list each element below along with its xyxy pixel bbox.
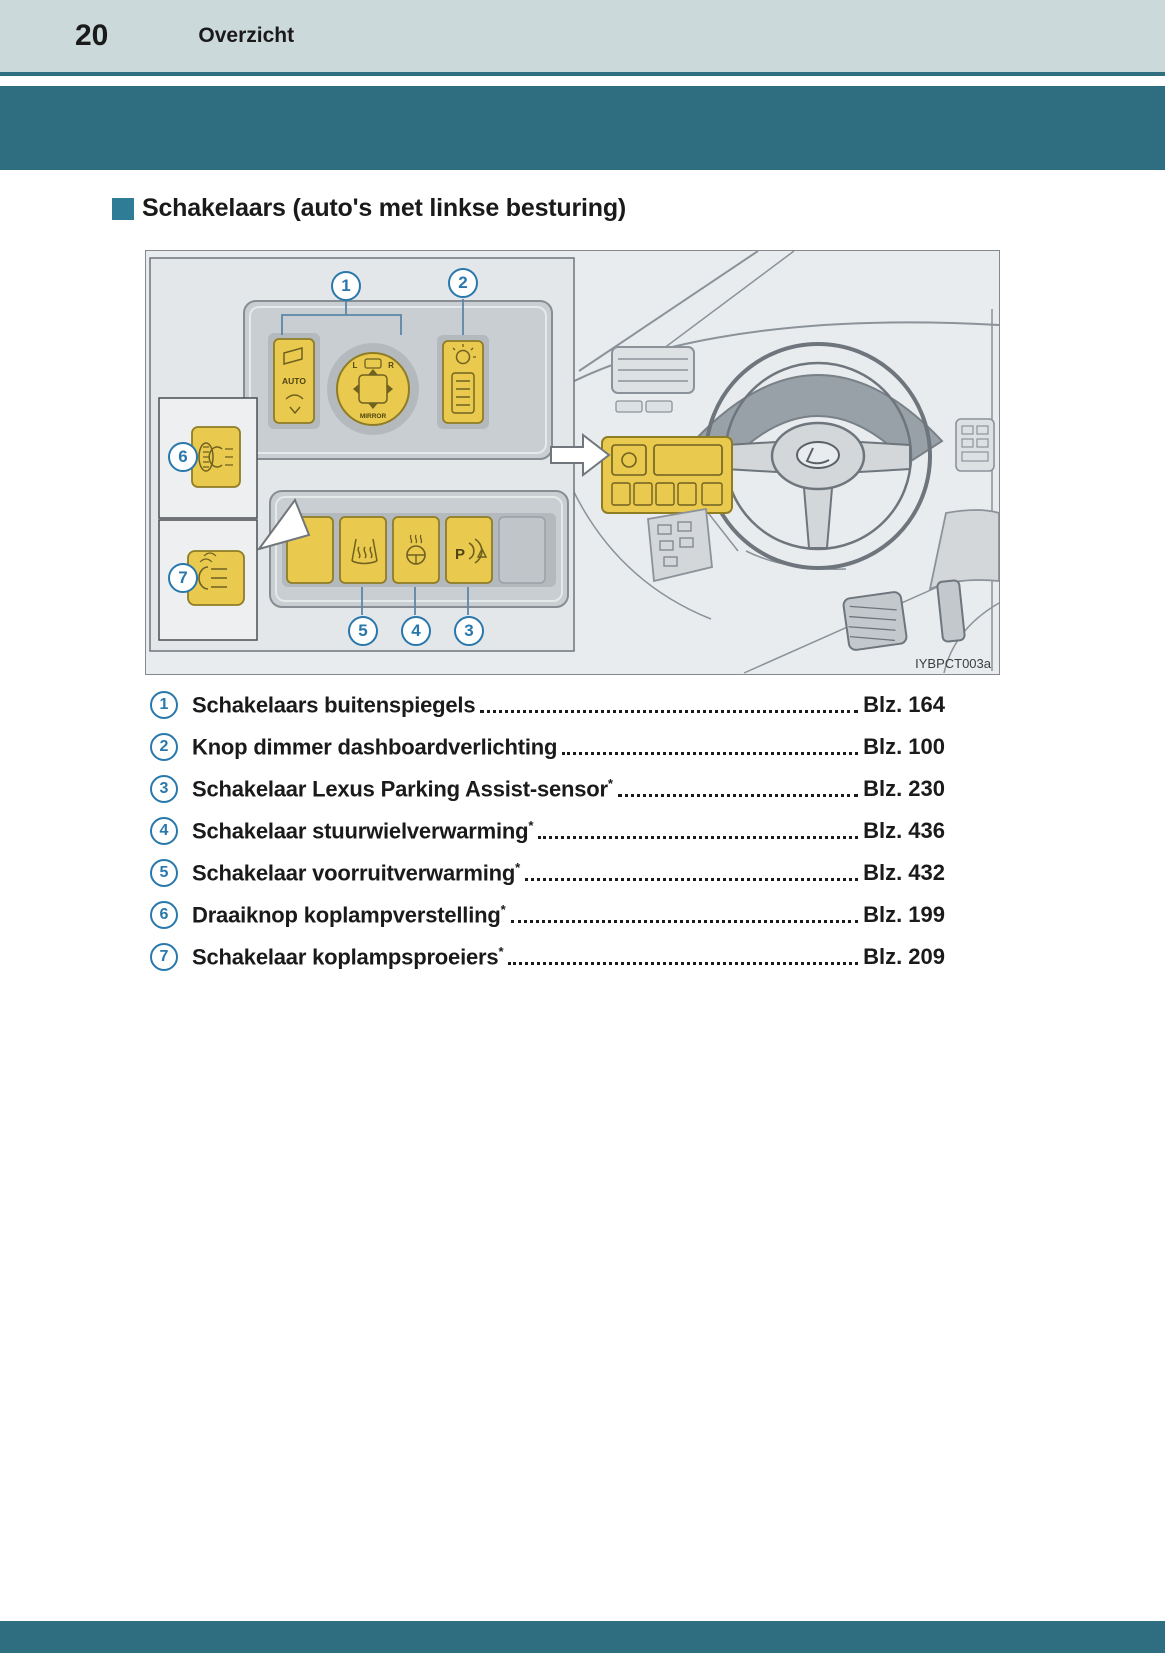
legend-row-6	[150, 900, 945, 930]
callout-number: 7	[150, 943, 178, 971]
door-panel	[930, 419, 999, 589]
legend-label: Schakelaar Lexus Parking Assist-sensor*	[192, 775, 613, 802]
callout-2: 2	[448, 268, 478, 298]
legend-row-4	[150, 816, 945, 846]
switch-location-panel	[602, 437, 732, 513]
legend-label: Schakelaar stuurwielverwarming*	[192, 817, 534, 844]
legend-row-7	[150, 942, 945, 972]
steering-heat-switch	[393, 517, 439, 583]
callout-number: 4	[150, 817, 178, 845]
mirror-adjust-knob	[337, 353, 409, 425]
window-switch-cluster	[648, 509, 712, 581]
header-rule	[0, 72, 1165, 76]
legend-list	[150, 690, 945, 984]
right-label: R	[388, 361, 394, 370]
legend-label: Schakelaar koplampsproeiers*	[192, 943, 504, 970]
page-reference: Blz. 432	[863, 860, 945, 885]
callout-1: 1	[331, 271, 361, 301]
lexus-logo-icon	[797, 442, 839, 468]
callout-6: 6	[168, 442, 198, 472]
dot-leader	[511, 920, 859, 923]
page-reference: Blz. 230	[863, 776, 945, 801]
page-reference: Blz. 436	[863, 818, 945, 843]
figure-caption: IYBPCT003a	[915, 656, 991, 671]
legend-label: Knop dimmer dashboardverlichting	[192, 734, 558, 760]
windshield-defrost-switch	[340, 517, 386, 583]
parking-sensor-switch	[446, 517, 492, 583]
dot-leader	[480, 710, 858, 713]
page-header	[0, 0, 1165, 72]
callout-number: 2	[150, 733, 178, 761]
callout-7: 7	[168, 563, 198, 593]
auto-label: AUTO	[282, 376, 306, 386]
dashboard-vent	[612, 347, 694, 412]
pedals	[843, 580, 965, 651]
page-reference: Blz. 164	[863, 692, 945, 717]
page-number: 20	[75, 19, 109, 52]
section-title: Schakelaars (auto's met linkse besturing)	[142, 194, 627, 222]
callout-number: 5	[150, 859, 178, 887]
callout-3: 3	[454, 616, 484, 646]
page-reference: Blz. 199	[863, 902, 945, 927]
legend-row-5	[150, 858, 945, 888]
dot-leader	[538, 836, 858, 839]
legend-row-3	[150, 774, 945, 804]
dot-leader	[525, 878, 858, 881]
mirror-fold-switch	[274, 339, 314, 423]
dot-leader	[562, 752, 858, 755]
legend-row-2	[150, 732, 945, 762]
legend-label: Schakelaar voorruitverwarming*	[192, 859, 521, 886]
dot-leader	[508, 962, 858, 965]
callout-number: 3	[150, 775, 178, 803]
dashboard-dimmer-switch	[443, 341, 483, 423]
legend-label: Draaiknop koplampverstelling*	[192, 901, 506, 928]
page-section-title: Overzicht	[198, 24, 295, 47]
page-reference: Blz. 100	[863, 734, 945, 759]
callout-4: 4	[401, 616, 431, 646]
callout-number: 6	[150, 901, 178, 929]
dashboard-sketch	[146, 251, 999, 674]
legend-label: Schakelaars buitenspiegels	[192, 692, 476, 718]
page-reference: Blz. 209	[863, 944, 945, 969]
dot-leader	[618, 794, 858, 797]
section-bullet	[112, 198, 134, 220]
mirror-label: MIRROR	[359, 413, 387, 420]
parking-label: P	[454, 546, 466, 563]
callout-number: 1	[150, 691, 178, 719]
empty-switch-slot	[499, 517, 545, 583]
left-label: L	[352, 361, 358, 370]
footer-band	[0, 1621, 1165, 1653]
legend-row-1	[150, 690, 945, 720]
callout-5: 5	[348, 616, 378, 646]
chapter-band	[0, 86, 1165, 170]
section-heading	[112, 194, 626, 223]
dashboard-illustration	[145, 250, 1000, 675]
